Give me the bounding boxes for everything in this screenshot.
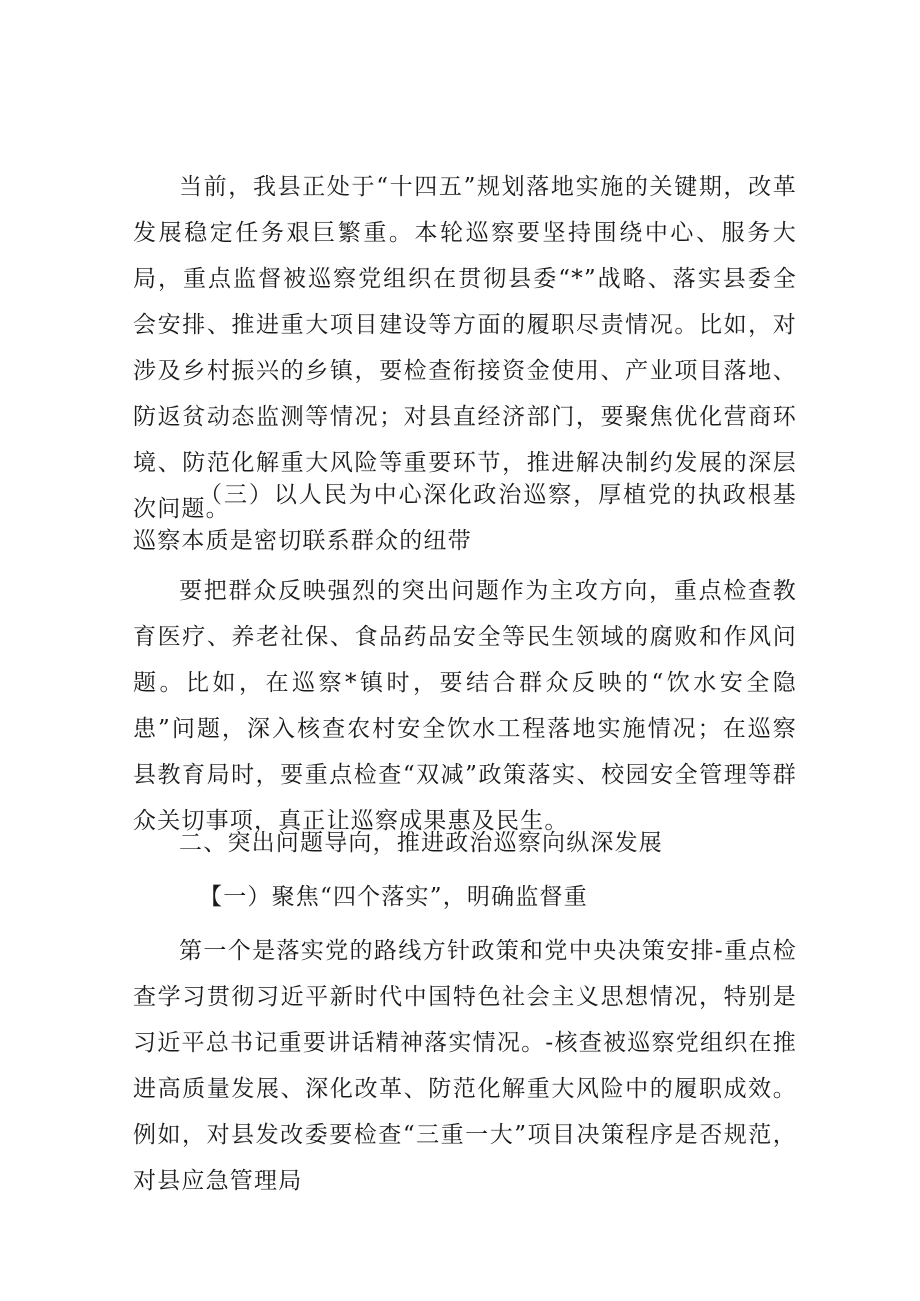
subsection-heading-four-implementations: 【一）聚焦“四个落实”，明确监督重 xyxy=(199,884,588,910)
paragraph-first-implementation: 第一个是落实党的路线方针政策和党中央决策安排-重点检查学习贯彻习近平新时代中国特色社会主义思想情况，特别是习近平总书记重要讲话精神落实情况。-核查被巡察党组织在推进高质量发展、深化改革、防范化解重大风险中的履职成效。例如，对县发改委要检查“三重一大”项目决策程序是否规范，对县应急管理局 xyxy=(133,938,797,1194)
section-heading-people-centered: （三）以人民为中心深化政治巡察，厚植党的执政根基巡察本质是密切联系群众的纽带 xyxy=(133,482,797,554)
paragraph-development-focus: 当前，我县正处于“十四五”规划落地实施的关键期，改革发展稳定任务艰巨繁重。本轮巡察要坚持围绕中心、服务大局，重点监督被巡察党组织在贯彻县委“*”战略、落实县委全会安排、推进重大项目建设等方面的履职尽责情况。比如，对涉及乡村振兴的乡镇，要检查衔接资金使用、产业项目落地、防返贫动态监测等情况；对县直经济部门，要聚焦优化营商环境、防范化解重大风险等重要环节，推进解决制约发展的深层次问题。 xyxy=(133,174,797,522)
paragraph-livelihood-issues: 要把群众反映强烈的突出问题作为主攻方向，重点检查教育医疗、养老社保、食品药品安全等民生领域的腐败和作风问题。比如，在巡察*镇时，要结合群众反映的“饮水安全隐患”问题，深入核查农村安全饮水工程落地实施情况；在巡察县教育局时，要重点检查“双减”政策落实、校园安全管理等群众关切事项，真正让巡察成果惠及民生。 xyxy=(133,578,797,834)
chapter-heading-problem-oriented: 二、突出问题导向，推进政治巡察向纵深发展 xyxy=(179,830,663,856)
